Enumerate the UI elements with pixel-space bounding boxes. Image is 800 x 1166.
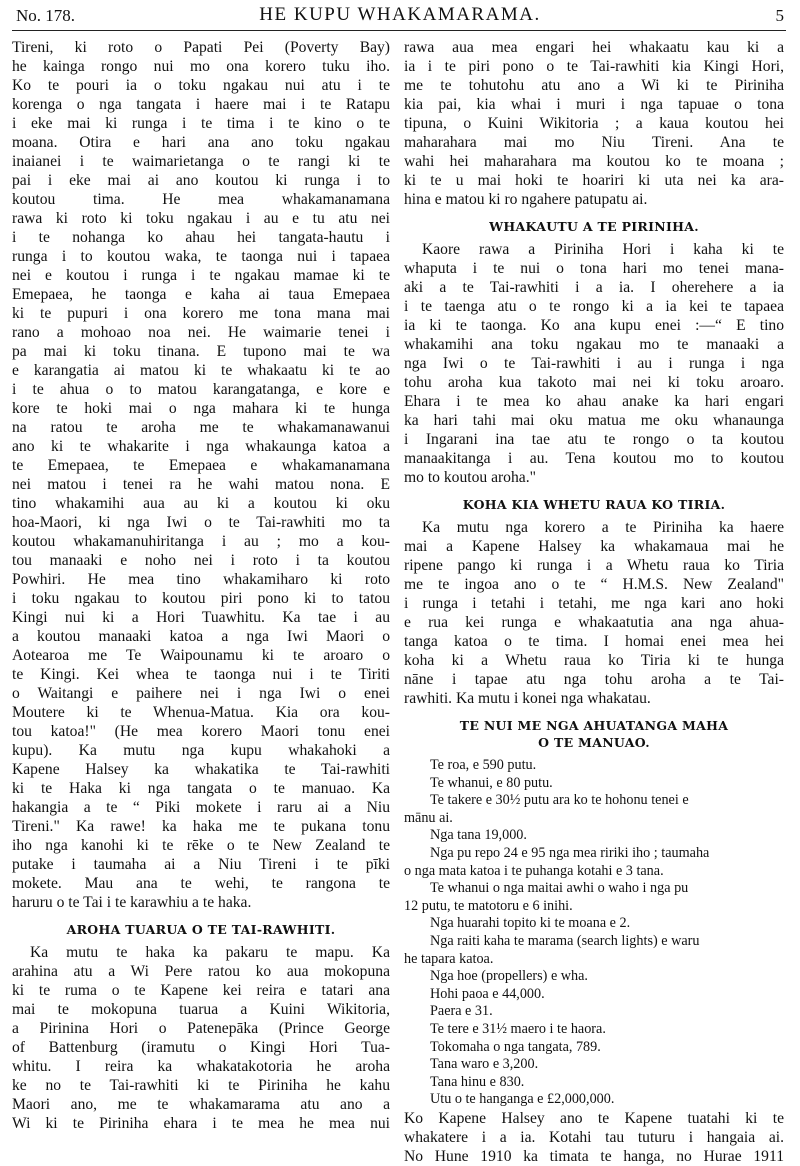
text-line: me te ingoa ano o te “ H.M.S. New Zealand" [404, 576, 784, 593]
text-line: tanga katoa o te tima. I homai enei mea hei [404, 633, 784, 650]
text-line: ki te Haka ki nga tangata o te manuao. Ka [12, 780, 390, 797]
text-line: Te whanui o nga maitai awhi o waho i nga pu [430, 880, 689, 897]
text-line: tohu aroha kua takoto mai nei ki toku aroaro. [404, 374, 784, 391]
list-item [404, 775, 784, 793]
text-line: a koutou manaaki katoa a nga Iwi Maori o [12, 628, 390, 645]
text-line: ki te ruma o te Kapene kei reira e tatari ana [12, 982, 390, 999]
text-line: whitu. I reira ka whakatakotoria he aroha [12, 1058, 390, 1075]
text-line: Wi ki te Piriniha ehara i te mea he mea nui [12, 1115, 390, 1132]
list-item [404, 1091, 784, 1109]
text-line: wahi hei maharahara ma koutou ko te moana ; [404, 153, 784, 170]
text-line: Nga hoe (propellers) e wha. [430, 968, 588, 985]
text-line: kore te hoki mai o nga mahara ki te hunga [12, 400, 390, 417]
text-line: e karangatia ai matou ki te whakaatu ki te ao [12, 362, 390, 379]
right-column [404, 38, 784, 1166]
text-line: inaianei i te waimarietanga o te rangi ki te [12, 153, 390, 170]
text-line: te Emepaea, te Emepaea e whakamanamana [12, 457, 390, 474]
list-item [404, 933, 784, 968]
heading-line: O TE MANUAO. [538, 735, 650, 750]
text-line: Tokomaha o nga tangata, 789. [430, 1038, 601, 1055]
list-item [404, 1056, 784, 1074]
text-line: rawa ki roto ki toku ngakau i au e tu atu nei [12, 210, 390, 227]
text-line: koha ki a Whetu raua ko Tiria ki te hunga [404, 652, 784, 669]
text-line: No Hune 1910 ka timata te hanga, no Hurae 1911 [404, 1147, 784, 1165]
text-line: e rua kei runga e whakaatutia ana nga ahua- [404, 614, 784, 631]
left-column [12, 38, 390, 1133]
list-item [404, 1021, 784, 1039]
text-line: mānu ai. [404, 809, 453, 826]
text-line: koutou tima. He mea whakamanamana [12, 191, 390, 208]
list-item [404, 757, 784, 775]
text-line: i te nohanga ko ahau hei tangata-hautu i [12, 229, 390, 246]
text-line: nei matou i tenei ra he wahi matou nona. E [12, 476, 390, 493]
paragraph [404, 38, 784, 209]
section-heading [12, 921, 390, 938]
text-line: arahina atu a Wi Pere ratou ko aua mokopuna [12, 963, 390, 980]
text-line: kupu). Ka mutu nga kupu whakahoki a [12, 742, 390, 759]
text-line: Te takere e 30½ putu ara ko te hohonu tenei e [430, 792, 689, 809]
text-line: Nga pu repo 24 e 95 nga mea ririki iho ; taumaha [430, 844, 710, 861]
text-line: tino whakamihi aua au ki a koutou ki oku [12, 495, 390, 512]
text-line: Kaore rawa a Piriniha Hori i kaha ki te [422, 241, 784, 258]
paragraph [12, 943, 390, 1133]
list-item [404, 845, 784, 880]
text-line: ia i te piri pono o te Tai-rawhiti kia Kingi Hori, [404, 58, 784, 75]
text-line: pai i eke mai ai ano koutou ki runga i to [12, 172, 390, 189]
text-line: Paera e 31. [430, 1003, 493, 1020]
text-line: hina e matou ki ro ngahere patupatu ai. [404, 191, 648, 208]
text-line: koutou whakamanuhiritanga i au ; mo a kou- [12, 533, 390, 550]
text-line: Nga huarahi topito ki te moana e 2. [430, 915, 631, 932]
text-line: me te tohutohu atu ano a Wi ki te Piriniha [404, 77, 784, 94]
paragraph [404, 1109, 784, 1166]
text-line: manaakitanga i au. Tena koutou mo to koutou [404, 450, 784, 467]
text-line: Nga tana 19,000. [430, 827, 527, 844]
text-line: he tapara katoa. [404, 950, 494, 967]
heading-line: KOHA KIA WHETU RAUA KO TIRIA. [462, 497, 726, 512]
paragraph [404, 240, 784, 487]
list-item [404, 915, 784, 933]
text-line: i te taenga atu o te rongo ki a ia kei te tapaea [404, 298, 784, 315]
text-line: of Battenburg (iramutu o Kingi Hori Tua- [12, 1039, 390, 1056]
text-line: i te ahua o to matou karangatanga, e kore e [12, 381, 390, 398]
text-line: whakamihi ana toku ngakau mo te manaaki a [404, 336, 784, 353]
list-item [404, 827, 784, 845]
text-line: runga i to koutou waka, te taonga nui i tapaea [12, 248, 390, 265]
text-line: i eke mai ki runga i te tima i te kino o te [12, 115, 390, 132]
text-line: Ehara i te mea ko ahau anake ka hari engari [404, 393, 784, 410]
text-line: kia pai, kia whai i muri i nga tapuae o tona [404, 96, 784, 113]
list-item [404, 792, 784, 827]
text-line: te Kingi. Kei whea te taonga nui i te Tiriti [12, 666, 390, 683]
text-line: ia ki te taonga. Ko ana kupu enei :—“ E tino [404, 317, 784, 334]
text-line: tou manaaki e noho nei i roto i ta koutou [12, 552, 390, 569]
text-line: Nga raiti kaha te marama (search lights) e waru [430, 932, 700, 949]
text-line: Aotearoa me Te Waipounamu ki te aroaro o [12, 647, 390, 664]
text-line: ke no te Tai-rawhiti ki te Piriniha he kahu [12, 1077, 390, 1094]
text-line: whaputa i te nui o tona hari mo tenei mana- [404, 260, 784, 277]
text-line: rawa aua mea engari hei whakaatu kau ki a [404, 39, 784, 56]
page-number: 5 [775, 6, 784, 25]
text-line: he kainga rongo nui mo ona korero tuku iho. [12, 58, 390, 75]
text-line: nei e koutou i runga i te ngakau mamae ki te [12, 267, 390, 284]
text-line: ripene pango ki runga i a Whetu raua ko Tiria [404, 557, 784, 574]
text-line: Emepaea, he taonga e kaha ai taua Emepaea [12, 286, 390, 303]
page-header [12, 2, 788, 28]
text-line: putake i taumaha ai a Niu Tireni i te pīki [12, 856, 390, 873]
section-heading [404, 496, 784, 513]
text-line: i Ingarani ina tae atu te rongo o ta koutou [404, 431, 784, 448]
text-line: aki a te Tai-rawhiti i a ia. I oherehere a ia [404, 279, 784, 296]
issue-number: No. 178. [16, 6, 76, 25]
text-line: ka hari tahi mai oku matua me oku whanaunga [404, 412, 784, 429]
text-line: Tana waro e 3,200. [430, 1056, 539, 1073]
text-line: Ko Kapene Halsey ano te Kapene tuatahi ki te [404, 1109, 784, 1127]
text-line: Utu o te hanganga e £2,000,000. [430, 1091, 615, 1108]
text-line: ki te pupuri i ona korero me tona mana mai [12, 305, 390, 322]
text-line: haruru o te Tai i te karawhiu a te haka. [12, 894, 252, 911]
specifications-list [404, 757, 784, 1109]
text-line: ki te u mai hoki te hoariri ki uta nei ka ara- [404, 172, 784, 189]
text-line: Ko te pouri ia o toku ngakau nui atu i te [12, 77, 390, 94]
paragraph [12, 38, 390, 912]
text-line: o Waitangi e paihere nei i nga Iwi o enei [12, 685, 390, 702]
heading-line: AROHA TUARUA O TE TAI-RAWHITI. [66, 922, 336, 937]
list-item [404, 1003, 784, 1021]
text-line: mai te mokopuna tuarua a Kuini Wikitoria, [12, 1001, 390, 1018]
text-line: Maori ano, me te whakamarama atu ano a [12, 1096, 390, 1113]
text-line: Ka mutu nga korero a te Piriniha ka haere [422, 519, 784, 536]
text-line: rano a mohoao noa nei. He waimarie tenei i [12, 324, 390, 341]
list-item [404, 968, 784, 986]
text-line: hoa-Maori, ki nga Iwi o te Tai-rawhiti mo ta [12, 514, 390, 531]
text-line: tou katoa!" (He mea korero Maori tonu enei [12, 723, 390, 740]
text-line: mokete. Mau ana te wehi, te rangona te [12, 875, 390, 892]
section-heading [404, 717, 784, 751]
text-line: maharahara mai mo Niu Tireni. Ana te [404, 134, 784, 151]
text-line: Te roa, e 590 putu. [430, 757, 537, 773]
text-line: moana. Otira e hari ana ano toku ngakau [12, 134, 390, 151]
text-line: a Pirinina Hori o Patenepāka (Prince George [12, 1020, 390, 1037]
paragraph [404, 518, 784, 708]
text-line: Kingi nui ki a Hori Tuawhitu. Ka tae i au [12, 609, 390, 626]
text-line: Ka mutu te haka ka pakaru te mapu. Ka [30, 944, 390, 961]
list-item [404, 1039, 784, 1057]
text-line: o nga mata katoa i te puhanga kotahi e 3 tana. [404, 862, 664, 879]
text-line: mo to koutou aroha." [404, 469, 536, 486]
text-line: Hohi paoa e 44,000. [430, 985, 545, 1002]
text-line: Moutere ki te Whenua-Matua. Kia ora kou- [12, 704, 390, 721]
text-line: nga Iwi o te Tai-rawhiti i au i runga i nga [404, 355, 784, 372]
text-line: i runga i tetahi i tetahi, me nga kari ano hoki [404, 595, 784, 612]
text-line: tipuna, o Kuini Wikitoria ; a kaua koutou hei [404, 115, 784, 132]
text-line: Tireni, ki roto o Papati Pei (Poverty Bay) [12, 39, 390, 56]
text-line: iho nga kanohi ki te rēke o te New Zealand te [12, 837, 390, 854]
text-line: 12 putu, te matotoru e 6 inihi. [404, 897, 573, 914]
text-line: Powhiri. He mea tino whakamiharo ki roto [12, 571, 390, 588]
text-line: na ratou te aroha me te whakamanawanui [12, 419, 390, 436]
text-line: Te tere e 31½ maero i te haora. [430, 1020, 606, 1037]
text-line: whakatere i a ia. Kotahi tau tuturu i hangaia ai. [404, 1128, 784, 1146]
publication-title: HE KUPU WHAKAMARAMA. [259, 4, 541, 25]
list-item [404, 986, 784, 1004]
text-line: korenga o nga tangata i haere mai i te Ratapu [12, 96, 390, 113]
text-line: nāne i tapae atu nga tohu aroha a te Tai- [404, 671, 784, 688]
header-rule [12, 30, 786, 31]
text-line: Tana hinu e 830. [430, 1073, 525, 1090]
list-item [404, 880, 784, 915]
text-line: mai a Kapene Halsey ka whakamaua mai he [404, 538, 784, 555]
text-line: Tireni." Ka rawe! ka haka me te pukana tonu [12, 818, 390, 835]
heading-line: WHAKAUTU A TE PIRINIHA. [489, 219, 699, 234]
text-line: pa mai ki toku tinana. E tupono mai te wa [12, 343, 390, 360]
section-heading [404, 218, 784, 235]
text-line: i toku ngakau to koutou piri pono ki to tatou [12, 590, 390, 607]
text-line: Kapene Halsey ka whakatika te Tai-rawhiti [12, 761, 390, 778]
text-line: Te whanui, e 80 putu. [430, 774, 553, 791]
list-item [404, 1074, 784, 1092]
text-line: hakangia a te “ Piki mokete i raru ai a Niu [12, 799, 390, 816]
heading-line: TE NUI ME NGA AHUATANGA MAHA [459, 718, 729, 733]
text-line: ano ki te whakarite i nga whakaunga katoa a [12, 438, 390, 455]
text-line: rawhiti. Ka mutu i konei nga whakatau. [404, 690, 651, 707]
